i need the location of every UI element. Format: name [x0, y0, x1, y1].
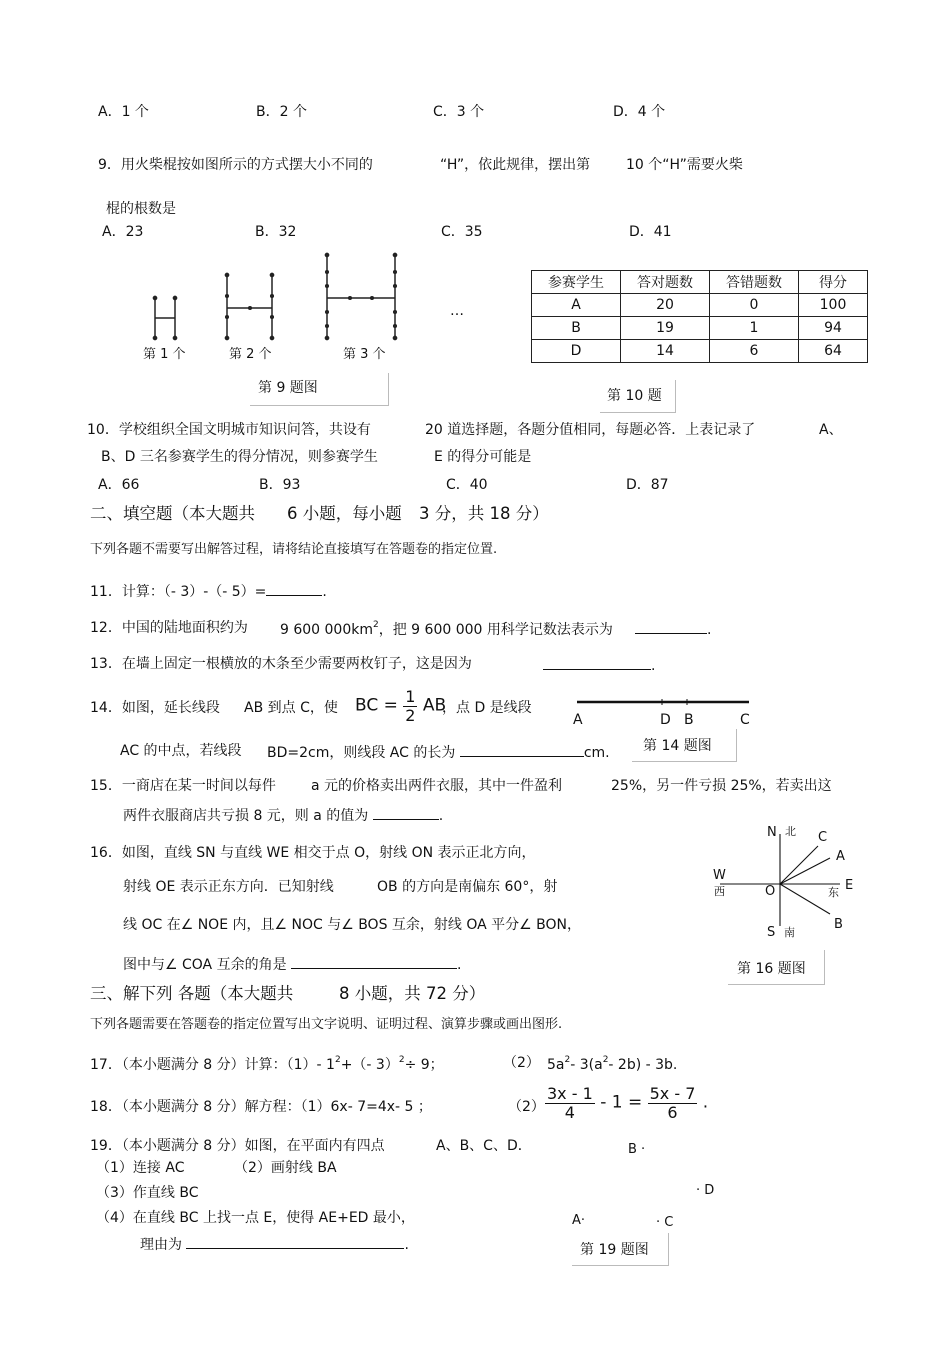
q16-label-e: E [845, 878, 854, 893]
q10-caption: 第 10 题 [607, 388, 662, 404]
q16-label-s: S [767, 925, 776, 940]
q8-option-d: D．4 个 [613, 104, 666, 120]
q19-step-4: （4）在直线 BC 上找一点 E，使得 AE+ED 最小， [96, 1210, 415, 1226]
q8-option-c: C．3 个 [433, 104, 485, 120]
q19-caption: 第 19 题图 [580, 1242, 649, 1258]
section3-title-1: 三、解下列 各题（本大题共 [90, 984, 294, 1003]
q13-answer: . [543, 657, 655, 673]
q19-point-c: · C [656, 1215, 674, 1230]
q19-step-5: 理由为 . [140, 1237, 409, 1253]
q8-option-b: B．2 个 [256, 104, 307, 120]
section3-title-2: 8 小题，共 72 分） [339, 984, 486, 1003]
table-cell: A [532, 294, 621, 317]
q10-option-a: A．66 [98, 477, 140, 493]
section3-note: 下列各题需要在答题卷的指定位置写出文字说明、证明过程、演算步骤或画出图形. [90, 1017, 563, 1032]
table-cell: B [532, 317, 621, 340]
q9-text-4: 棍的根数是 [106, 201, 176, 217]
table-cell: 100 [799, 294, 868, 317]
q19-text-2: A、B、C、D． [436, 1138, 532, 1154]
table-row [532, 294, 868, 317]
q9-option-d: D．41 [629, 224, 672, 240]
q14-point-d: D [660, 712, 671, 728]
q14-text-1: 14．如图，延长线段 [90, 700, 220, 716]
q16-text-5: 图中与∠ COA 互余的角是 . [123, 957, 462, 973]
q9-option-a: A．23 [102, 224, 144, 240]
answer-blank[interactable] [460, 744, 584, 757]
q16-label-a: A [836, 849, 845, 864]
table-header-cell: 参赛学生 [532, 271, 621, 294]
q15-text-4: 两件衣服商店共亏损 8 元，则 a 的值为 . [123, 808, 444, 824]
table-row [532, 317, 868, 340]
q10-text-3: A、 [819, 422, 843, 438]
q9-option-c: C．35 [441, 224, 483, 240]
q10-text-2: 20 道选择题，各题分值相同，每题必答．上表记录了 [425, 422, 756, 438]
table-cell: 64 [799, 340, 868, 363]
q16-text-4: 线 OC 在∠ NOE 内，且∠ NOC 与∠ BOS 互余，射线 OA 平分∠ BON， [123, 917, 582, 933]
q14-formula: BC = $\frac{1}{2}$ AB [355, 687, 447, 725]
q16-label-south: 南 [784, 926, 795, 939]
q14-text-2: AB 到点 C，使 [244, 700, 338, 716]
q9-ellipsis: … [450, 303, 464, 319]
q11-text: 11．计算：（- 3）-（- 5）= . [90, 584, 327, 600]
q10-text-4: B、D 三名参赛学生的得分情况，则参赛学生 [101, 449, 378, 465]
q9-option-b: B．32 [255, 224, 297, 240]
q14-caption: 第 14 题图 [643, 738, 712, 754]
q9-fig-label-3: 第 3 个 [343, 347, 386, 362]
matchstick-h-figure [140, 250, 410, 350]
answer-blank[interactable] [543, 657, 651, 670]
section2-title-1: 二、填空题（本大题共 [90, 504, 255, 523]
q17-text-1: 17．（本小题满分 8 分）计算：（1）- $1^2+(-$ 3）$^2$÷ 9； [90, 1055, 444, 1073]
q17-text-3: $5a^2-$ $3(a^2-$ 2b) - 3b. [547, 1055, 678, 1073]
q12-answer: . [635, 621, 711, 637]
q18-text-1: 18．（本小题满分 8 分）解方程：（1）6x- 7=4x- 5 ； [90, 1099, 432, 1115]
q10-option-d: D．87 [626, 477, 669, 493]
q16-label-north: 北 [785, 825, 796, 838]
table-header-cell: 得分 [799, 271, 868, 294]
table-cell: 14 [621, 340, 710, 363]
q9-caption: 第 9 题图 [258, 380, 318, 396]
table-cell: 0 [710, 294, 799, 317]
q9-text-1: 9．用火柴棍按如图所示的方式摆大小不同的 [98, 157, 373, 173]
table-cell: 94 [799, 317, 868, 340]
answer-blank[interactable] [373, 807, 439, 820]
q14-text-3: ，点 D 是线段 [442, 700, 532, 716]
q19-point-d: · D [696, 1183, 715, 1198]
table-cell: 1 [710, 317, 799, 340]
q16-text-2: 射线 OE 表示正东方向．已知射线 [123, 879, 334, 895]
q19-text-1: 19．（本小题满分 8 分）如图，在平面内有四点 [90, 1138, 385, 1154]
q14-segment-figure [575, 698, 751, 708]
q16-label-b: B [834, 917, 843, 932]
table-header-cell: 答错题数 [710, 271, 799, 294]
q10-text-1: 10．学校组织全国文明城市知识问答，共设有 [87, 422, 371, 438]
q10-option-b: B．93 [259, 477, 301, 493]
table-header-row [532, 271, 868, 294]
answer-blank[interactable] [291, 956, 457, 969]
table-row [532, 340, 868, 363]
q16-label-east: 东 [828, 886, 839, 899]
q16-text-3: OB 的方向是南偏东 60°，射 [377, 879, 558, 895]
q15-text-1: 15．一商店在某一时间以每件 [90, 778, 276, 794]
q10-option-c: C．40 [446, 477, 488, 493]
q8-option-a: A．1 个 [98, 104, 149, 120]
q16-label-west: 西 [714, 885, 725, 898]
q19-point-a: A· [572, 1213, 586, 1228]
q18-equation: $\frac{3x - 1}{4}$ - 1 = $\frac{5x - 7}{6}$ . [547, 1084, 709, 1122]
table-cell: 20 [621, 294, 710, 317]
q9-fig-label-2: 第 2 个 [229, 347, 272, 362]
q9-text-3: 10 个“H”需要火柴 [626, 157, 743, 173]
q10-text-5: E 的得分可能是 [434, 449, 532, 465]
section2-title-2: 6 小题，每小题 [287, 504, 402, 523]
q16-label-w: W [713, 868, 726, 883]
q16-label-c: C [818, 830, 828, 845]
q9-fig-label-1: 第 1 个 [143, 347, 186, 362]
q15-text-2: a 元的价格卖出两件衣服，其中一件盈利 [311, 778, 563, 794]
q14-text-5: BD=2cm，则线段 AC 的长为 cm. [267, 745, 610, 761]
q19-point-b: B · [628, 1142, 646, 1157]
q19-step-3: （3）作直线 BC [96, 1185, 199, 1201]
q14-text-4: AC 的中点，若线段 [120, 743, 242, 759]
q19-step-1: （1）连接 AC [96, 1160, 185, 1176]
q14-point-c: C [740, 712, 750, 728]
section2-title-3: 3 分，共 18 分） [419, 504, 549, 523]
q9-text-2: “H”，依此规律，摆出第 [440, 157, 591, 173]
q16-caption: 第 16 题图 [737, 961, 806, 977]
q15-text-3: 25%，另一件亏损 25%，若卖出这 [611, 778, 832, 794]
answer-blank[interactable] [266, 583, 322, 596]
q16-label-n: N [767, 825, 777, 840]
q12-text-1: 12．中国的陆地面积约为 [90, 620, 248, 636]
q17-text-2: （2） [503, 1055, 540, 1071]
q16-label-o: O [765, 884, 776, 899]
table-header-cell: 答对题数 [621, 271, 710, 294]
q18-text-2: （2） [508, 1099, 545, 1115]
q12-text-2: 9 600 $000km^2$，把 9 600 000 用科学记数法表示为 [280, 620, 613, 638]
answer-blank[interactable] [186, 1236, 404, 1249]
q10-score-table [531, 270, 868, 363]
section2-note: 下列各题不需要写出解答过程，请将结论直接填写在答题卷的指定位置. [90, 542, 498, 557]
table-cell: 6 [710, 340, 799, 363]
answer-blank[interactable] [635, 621, 707, 634]
table-cell: 19 [621, 317, 710, 340]
q13-text: 13．在墙上固定一根横放的木条至少需要两枚钉子，这是因为 [90, 656, 472, 672]
q14-point-a: A [573, 712, 583, 728]
q19-step-2: （2）画射线 BA [234, 1160, 337, 1176]
q16-text-1: 16．如图，直线 SN 与直线 WE 相交于点 O，射线 ON 表示正北方向， [90, 845, 536, 861]
q14-point-b: B [684, 712, 694, 728]
table-cell: D [532, 340, 621, 363]
